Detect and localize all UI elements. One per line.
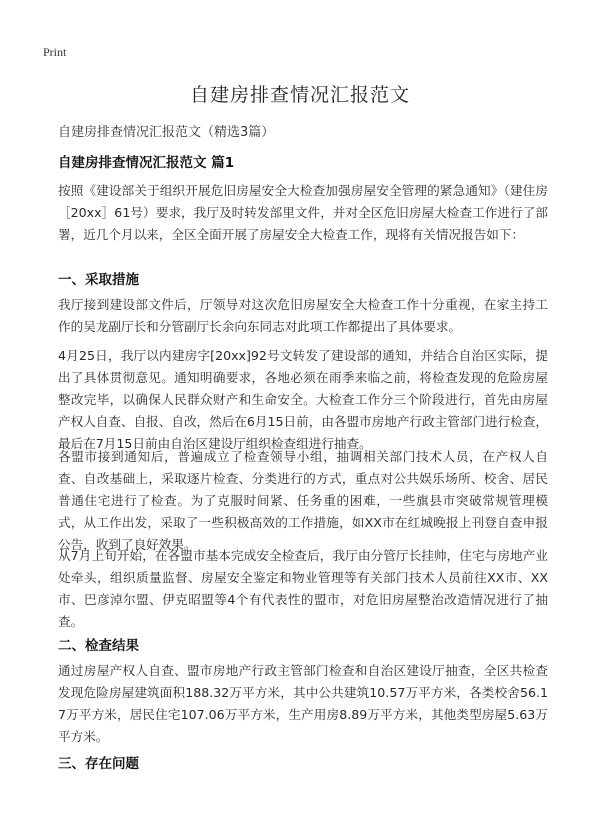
article-title: 自建房排查情况汇报范文 篇1 [58,155,235,171]
print-label: Print [43,45,67,59]
section-1-paragraph-4: 从7月上旬开始，在各盟市基本完成安全检查后，我厅由分管厅长挂帅，住宅与房地产业处牵头，组织质量监督、房屋安全鉴定和物业管理等有关部门技术人员前往XX市、XX市、巴彦淖尔盟、伊克昭盟等4个有代表性的盟市，对危旧房屋整治改造情况进行了抽查。 [58,548,548,629]
section-1-heading: 一、采取措施 [58,272,139,288]
section-2-heading: 二、检查结果 [58,638,139,654]
section-3-heading: 三、存在问题 [58,756,139,772]
section-1-paragraph-1: 我厅接到建设部文件后，厅领导对这次危旧房屋安全大检查工作十分重视，在家主持工作的吴龙副厅长和分管副厅长余向东同志对此项工作都提出了具体要求。 [58,297,548,334]
section-1-paragraph-3: 各盟市接到通知后，普遍成立了检查领导小组，抽调相关部门技术人员，在产权人自查、自改基础上，采取逐片检查、分类进行的方式，重点对公共娱乐场所、校舍、居民普通住宅进行了检查。为了克服时间紧、任务重的困难，一些旗县市突破常规管理模式，从工作出发，采取了一些积极高效的工作措施，如XX市在红城晚报上刊登自查申报公告，收到了良好效果。 [58,449,548,552]
intro-paragraph: 按照《建设部关于组织开展危旧房屋安全大检查加强房屋安全管理的紧急通知》（建住房［20xx］61号）要求，我厅及时转发部里文件，并对全区危旧房屋大检查工作进行了部署，近几个月以来，全区全面开展了房屋安全大检查工作，现将有关情况报告如下： [58,183,548,242]
document-title: 自建房排查情况汇报范文 [189,84,410,106]
document-subtitle: 自建房排查情况汇报范文（精选3篇） [58,125,275,140]
section-2-paragraph-1: 通过房屋产权人自查、盟市房地产行政主管部门检查和自治区建设厅抽查，全区共检查发现危险房屋建筑面积188.32万平方米，其中公共建筑10.57万平方米，各类校舍56.17万平方米，居民住宅107.06万平方米，生产用房8.89万平方米，其他类型房屋5.63万平方米。 [58,663,548,744]
section-1-paragraph-2: 4月25日，我厅以内建房字[20xx]92号文转发了建设部的通知，并结合自治区实际，提出了具体贯彻意见。通知明确要求，各地必须在雨季来临之前，将检查发现的危险房屋整改完毕，以确保人民群众财产和生命安全。大检查工作分三个阶段进行，首先由房屋产权人自查、自报、自改，然后在6月15日前，由各盟市房地产行政主管部门进行检查，最后在7月15日前由自治区建设厅组织检查组进行抽查。 [58,348,549,451]
